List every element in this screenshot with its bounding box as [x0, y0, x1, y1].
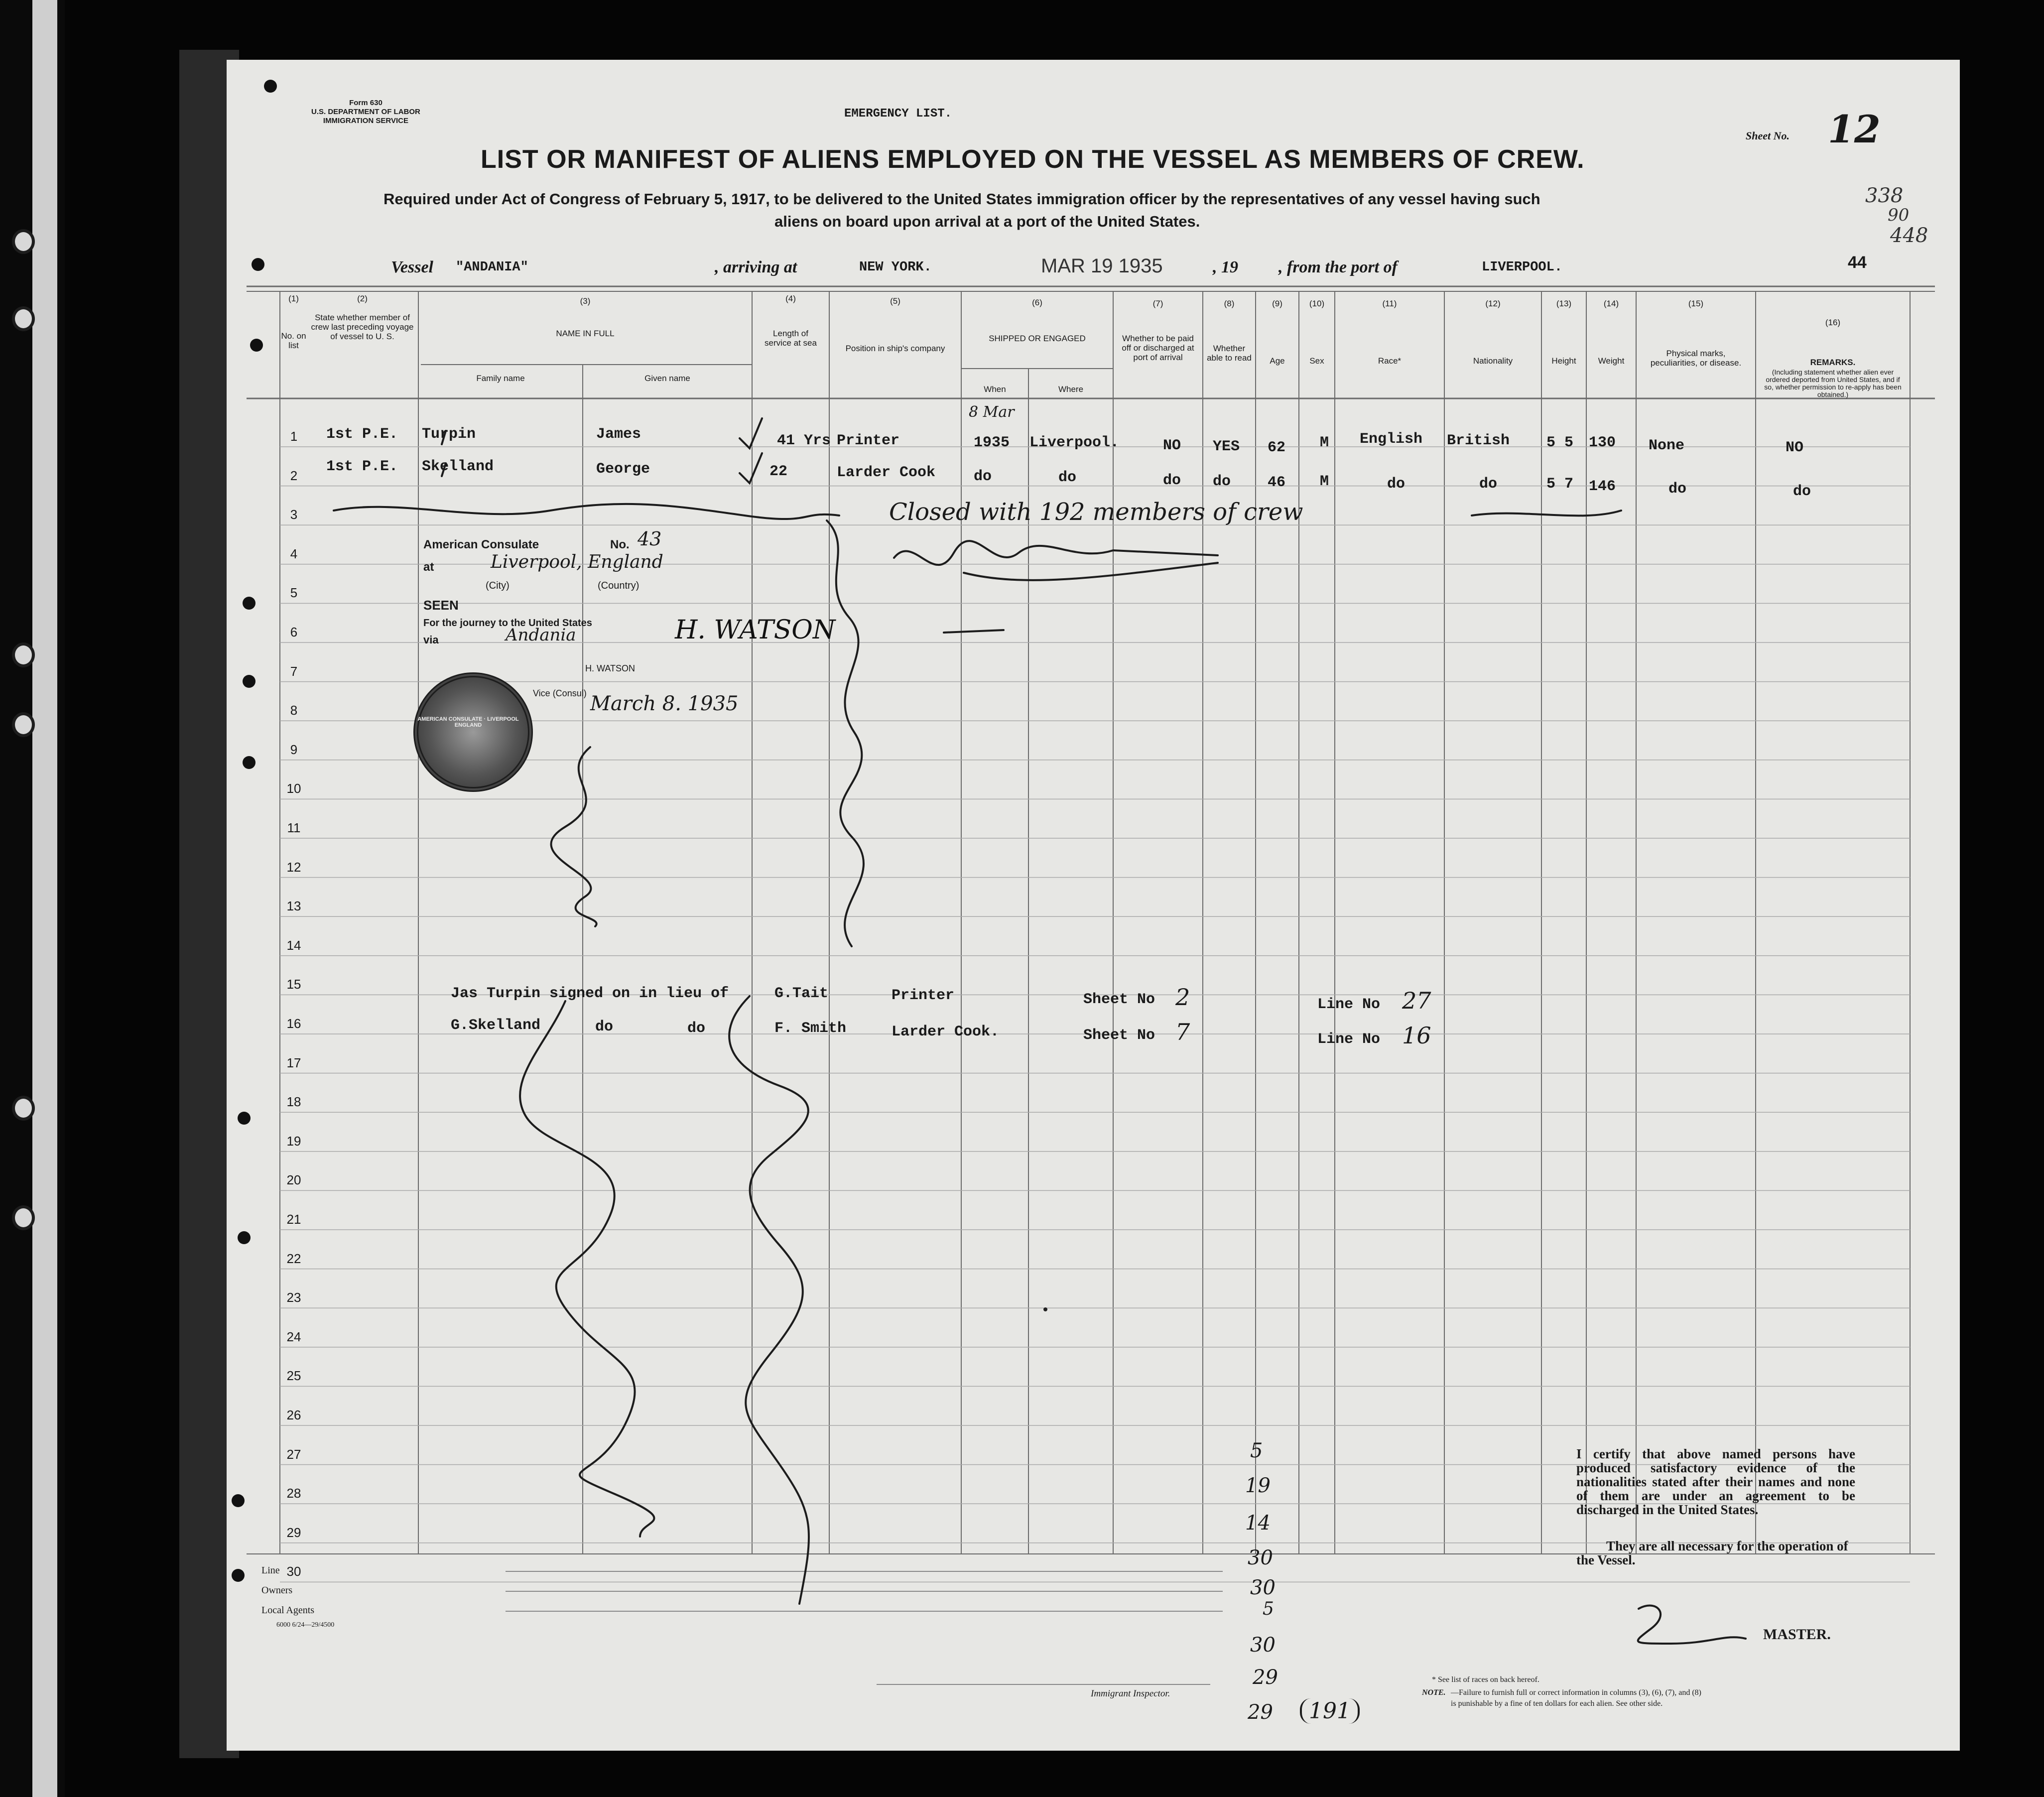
row-number: 10: [286, 781, 301, 796]
substitution-sheet: 7: [1175, 1019, 1190, 1045]
row-remarks: do: [1793, 483, 1811, 500]
list-type: EMERGENCY LIST.: [844, 107, 952, 121]
year-label: , 19: [1213, 258, 1238, 276]
binder-hole: [12, 1205, 35, 1230]
col-sub-when: When: [984, 385, 1006, 394]
col-header-race: Race*: [1378, 356, 1402, 366]
row-given-name: James: [596, 426, 641, 443]
col-num: (12): [1485, 299, 1501, 308]
row-service-length: 22: [769, 463, 788, 480]
col-num: (10): [1309, 299, 1325, 308]
row-height: 5 5: [1546, 434, 1574, 451]
col-header-remarks: REMARKS.: [1810, 358, 1856, 367]
date-stamp: MAR 19 1935: [1041, 255, 1163, 277]
row-status: 1st P.E.: [326, 426, 398, 443]
row-number: 30: [286, 1564, 301, 1579]
stamp-city-label: (City): [486, 580, 510, 591]
row-height: 5 7: [1546, 476, 1574, 493]
margin-note: 90: [1888, 205, 1910, 225]
tally-note: 29: [1253, 1666, 1278, 1689]
consul-signature: H. WATSON: [675, 615, 836, 645]
stamp-via-value: Andania: [506, 625, 576, 645]
col-header-last-voyage: State whether member of crew last preceding voyage of vessel to U. S.: [311, 313, 414, 341]
stamp-country-label: (Country): [598, 580, 639, 591]
binder-hole: [12, 229, 35, 254]
margin-note: 338: [1865, 184, 1904, 207]
stamp-no-value: 43: [638, 528, 662, 550]
service-name: IMMIGRATION SERVICE: [323, 117, 408, 125]
substitution-sheet: 2: [1175, 984, 1190, 1011]
row-number: 6: [290, 625, 298, 640]
substitution-line: 27: [1402, 987, 1431, 1014]
col-num: (1): [288, 294, 299, 303]
tally-note: 30: [1248, 1546, 1273, 1569]
row-sex: M: [1320, 434, 1329, 451]
substitution-do: do: [687, 1020, 706, 1037]
footer-owners-label: Owners: [261, 1585, 293, 1596]
row-shipped-day: 8 Mar: [969, 403, 1015, 421]
row-number: 7: [290, 663, 298, 679]
substitution-position: Printer: [892, 987, 955, 1004]
binder-hole: [12, 1096, 35, 1121]
vessel-name: "ANDANIA": [456, 260, 528, 275]
col-header-shipped: SHIPPED OR ENGAGED: [989, 334, 1086, 343]
closing-note: Closed with 192 members of crew: [889, 498, 1303, 526]
manifest-page: [227, 60, 1960, 1751]
col-num: (14): [1603, 299, 1619, 308]
row-number: 23: [286, 1290, 301, 1305]
col-header-sex: Sex: [1309, 356, 1324, 366]
row-number: 19: [286, 1133, 301, 1149]
col-header-position: Position in ship's company: [845, 344, 945, 353]
footer-note-label: NOTE.: [1422, 1688, 1446, 1697]
row-number: 20: [286, 1172, 301, 1188]
substitution-line-label: Line No: [1317, 996, 1381, 1013]
consulate-seal: [413, 672, 533, 792]
row-number: 8: [290, 703, 298, 718]
stamp-consul-name: H. WATSON: [585, 663, 635, 673]
substitution-replaced: F. Smith: [774, 1020, 847, 1037]
row-race: English: [1360, 431, 1423, 448]
row-number: 13: [286, 898, 301, 914]
page-subtitle-1: Required under Act of Congress of February 5, 1917, to be delivered to the United States immigration officer by the representatives of any vessel having such: [383, 190, 1540, 208]
row-physical-marks: None: [1649, 437, 1685, 454]
substitution-name: G.Skelland: [451, 1017, 541, 1034]
row-shipped-where: Liverpool.: [1029, 434, 1120, 451]
margin-note: 448: [1890, 224, 1928, 247]
arriving-port: NEW YORK.: [859, 260, 932, 275]
col-header-length-of-service: Length of service at sea: [765, 329, 817, 348]
col-num: (11): [1382, 299, 1397, 308]
stamp-journey: For the journey to the United States: [423, 618, 592, 629]
col-header-paid-off: Whether to be paid off or discharged at port of arrival: [1122, 334, 1194, 362]
substitution-line: 16: [1402, 1022, 1431, 1049]
substitution-line-label: Line No: [1317, 1031, 1381, 1048]
col-header-age: Age: [1270, 356, 1285, 366]
stamp-title: American Consulate: [423, 538, 539, 551]
row-number: 1: [290, 429, 298, 444]
row-service-length: 41 Yrs: [777, 432, 831, 449]
tally-note: 14: [1245, 1512, 1271, 1535]
row-position: Printer: [837, 432, 900, 449]
footer-line-label: Line: [261, 1565, 280, 1576]
row-sex: M: [1320, 473, 1329, 490]
stamp-consul-label: Vice (Consul): [533, 688, 587, 698]
row-number: 22: [286, 1251, 301, 1266]
binder-hole: [12, 642, 35, 667]
department-name: U.S. DEPARTMENT OF LABOR: [311, 108, 420, 116]
row-number: 4: [290, 546, 298, 561]
col-num: (15): [1688, 299, 1704, 308]
col-header-name: NAME IN FULL: [556, 329, 615, 338]
row-nationality: British: [1447, 432, 1510, 449]
binder-hole: [12, 712, 35, 737]
master-label: MASTER.: [1763, 1626, 1831, 1643]
row-number: 3: [290, 507, 298, 522]
col-num: (2): [357, 294, 368, 303]
sheet-label: Sheet No.: [1746, 129, 1789, 142]
substitution-sheet-label: Sheet No: [1083, 1027, 1155, 1044]
footer-inspector-label: Immigrant Inspector.: [1091, 1688, 1170, 1699]
stamp-seen: SEEN: [423, 598, 459, 613]
row-remarks: NO: [1786, 439, 1804, 456]
row-number: 2: [290, 468, 298, 483]
row-paid-off: do: [1163, 472, 1181, 489]
tally-note: 30: [1250, 1576, 1276, 1599]
col-num: (9): [1272, 299, 1282, 308]
col-sub-where: Where: [1058, 385, 1084, 394]
row-shipped-where: do: [1058, 469, 1077, 486]
substitution-text: Jas Turpin signed on in lieu of: [451, 985, 729, 1002]
arriving-label: , arriving at: [715, 258, 797, 276]
row-number: 28: [286, 1486, 301, 1501]
substitution-replaced: G.Tait: [774, 985, 829, 1002]
row-shipped-when: 1935: [974, 434, 1010, 451]
tally-note: 5: [1250, 1439, 1263, 1462]
row-number: 17: [286, 1055, 301, 1070]
col-header-weight: Weight: [1598, 356, 1625, 366]
from-port: LIVERPOOL.: [1482, 260, 1563, 275]
col-num: (7): [1152, 299, 1163, 308]
row-paid-off: NO: [1163, 437, 1181, 454]
col-header-physical-marks: Physical marks, peculiarities, or disease.: [1650, 349, 1742, 368]
footer-agents-label: Local Agents: [261, 1605, 315, 1616]
tally-note: 30: [1250, 1634, 1276, 1657]
row-family-name: Turpin: [422, 426, 476, 443]
row-able-to-read: YES: [1213, 438, 1240, 455]
page-title: LIST OR MANIFEST OF ALIENS EMPLOYED ON THE VESSEL AS MEMBERS OF CREW.: [481, 145, 1585, 174]
row-number: 25: [286, 1368, 301, 1384]
row-number: 12: [286, 859, 301, 875]
row-number: 27: [286, 1446, 301, 1462]
row-age: 46: [1268, 474, 1286, 491]
col-num: (8): [1224, 299, 1235, 308]
row-number: 21: [286, 1212, 301, 1227]
col-header-able-to-read: Whether able to read: [1207, 344, 1252, 363]
row-weight: 146: [1589, 478, 1616, 495]
from-label: , from the port of: [1278, 258, 1398, 276]
certification-necessary: They are all necessary for the operation of the Vessel.: [1576, 1539, 1848, 1567]
col-num: (13): [1556, 299, 1572, 308]
col-header-no-on-list: No. on list: [281, 331, 306, 350]
substitution-do: do: [595, 1019, 614, 1035]
col-num: (4): [785, 294, 796, 303]
stamp-city-value: Liverpool, England: [491, 552, 663, 572]
row-shipped-when: do: [974, 468, 992, 485]
tally-note: 5: [1263, 1599, 1274, 1619]
row-able-to-read: do: [1213, 473, 1231, 490]
sheet-number: 12: [1828, 107, 1881, 151]
row-nationality: do: [1479, 476, 1498, 493]
substitution-sheet-label: Sheet No: [1083, 991, 1155, 1008]
col-num: (16): [1825, 318, 1841, 327]
stamp-no-label: No.: [610, 538, 630, 551]
ink-dot: [1043, 1307, 1047, 1311]
stamp-via-label: via: [423, 634, 439, 646]
row-given-name: George: [596, 461, 650, 478]
col-header-height: Height: [1551, 356, 1576, 366]
row-race: do: [1387, 476, 1405, 493]
substitution-position: Larder Cook.: [892, 1024, 1000, 1040]
row-number: 5: [290, 585, 298, 601]
row-number: 29: [286, 1525, 301, 1540]
binder-hole: [12, 306, 35, 331]
footer-note-text: —Failure to furnish full or correct information in columns (3), (6), (7), and (8): [1451, 1688, 1701, 1697]
stamp-date: March 8. 1935: [590, 692, 739, 715]
footer-races-note: * See list of races on back hereof.: [1432, 1675, 1539, 1684]
tally-note: 29: [1248, 1701, 1273, 1724]
row-number: 18: [286, 1094, 301, 1110]
row-number: 24: [286, 1329, 301, 1344]
row-number: 15: [286, 977, 301, 992]
footer-print-code: 6000 6/24—29/4500: [276, 1621, 335, 1629]
row-number: 9: [290, 742, 298, 757]
seal-text: AMERICAN CONSULATE · LIVERPOOL ENGLAND: [417, 716, 519, 728]
row-status: 1st P.E.: [326, 458, 398, 475]
col-num: (6): [1032, 298, 1042, 307]
tally-note: 19: [1245, 1474, 1271, 1497]
binder-strip: [32, 0, 57, 1797]
col-sub-family-name: Family name: [476, 374, 525, 383]
row-weight: 130: [1589, 434, 1616, 451]
col-header-nationality: Nationality: [1473, 356, 1513, 366]
margin-count: 44: [1848, 253, 1867, 272]
page-subtitle-2: aliens on board upon arrival at a port of the United States.: [774, 213, 1200, 230]
circled-total: 191: [1300, 1698, 1360, 1724]
row-position: Larder Cook: [837, 464, 936, 481]
footer-note-text: is punishable by a fine of ten dollars for each alien. See other side.: [1451, 1699, 1663, 1708]
col-num: (3): [580, 296, 591, 306]
row-physical-marks: do: [1668, 481, 1687, 498]
row-number: 11: [287, 820, 301, 835]
row-family-name: Skelland: [422, 458, 494, 475]
col-header-remarks-note: (Including statement whether alien ever ordered deported from United States, and if so, whether permission to re-apply has been obtained.): [1764, 368, 1902, 398]
col-sub-given-name: Given name: [644, 374, 690, 383]
row-number: 14: [286, 937, 301, 953]
row-number: 26: [286, 1408, 301, 1422]
row-age: 62: [1268, 439, 1286, 456]
certification-text: I certify that above named persons have produced satisfactory evidence of the nationalities stated after their names and none of them are under an agreement to be discharged in the United States.: [1576, 1446, 1855, 1517]
form-number: Form 630: [349, 99, 383, 107]
stamp-at-label: at: [423, 560, 434, 574]
row-number: 16: [286, 1016, 301, 1031]
vessel-label: Vessel: [391, 258, 433, 276]
col-num: (5): [890, 296, 900, 306]
